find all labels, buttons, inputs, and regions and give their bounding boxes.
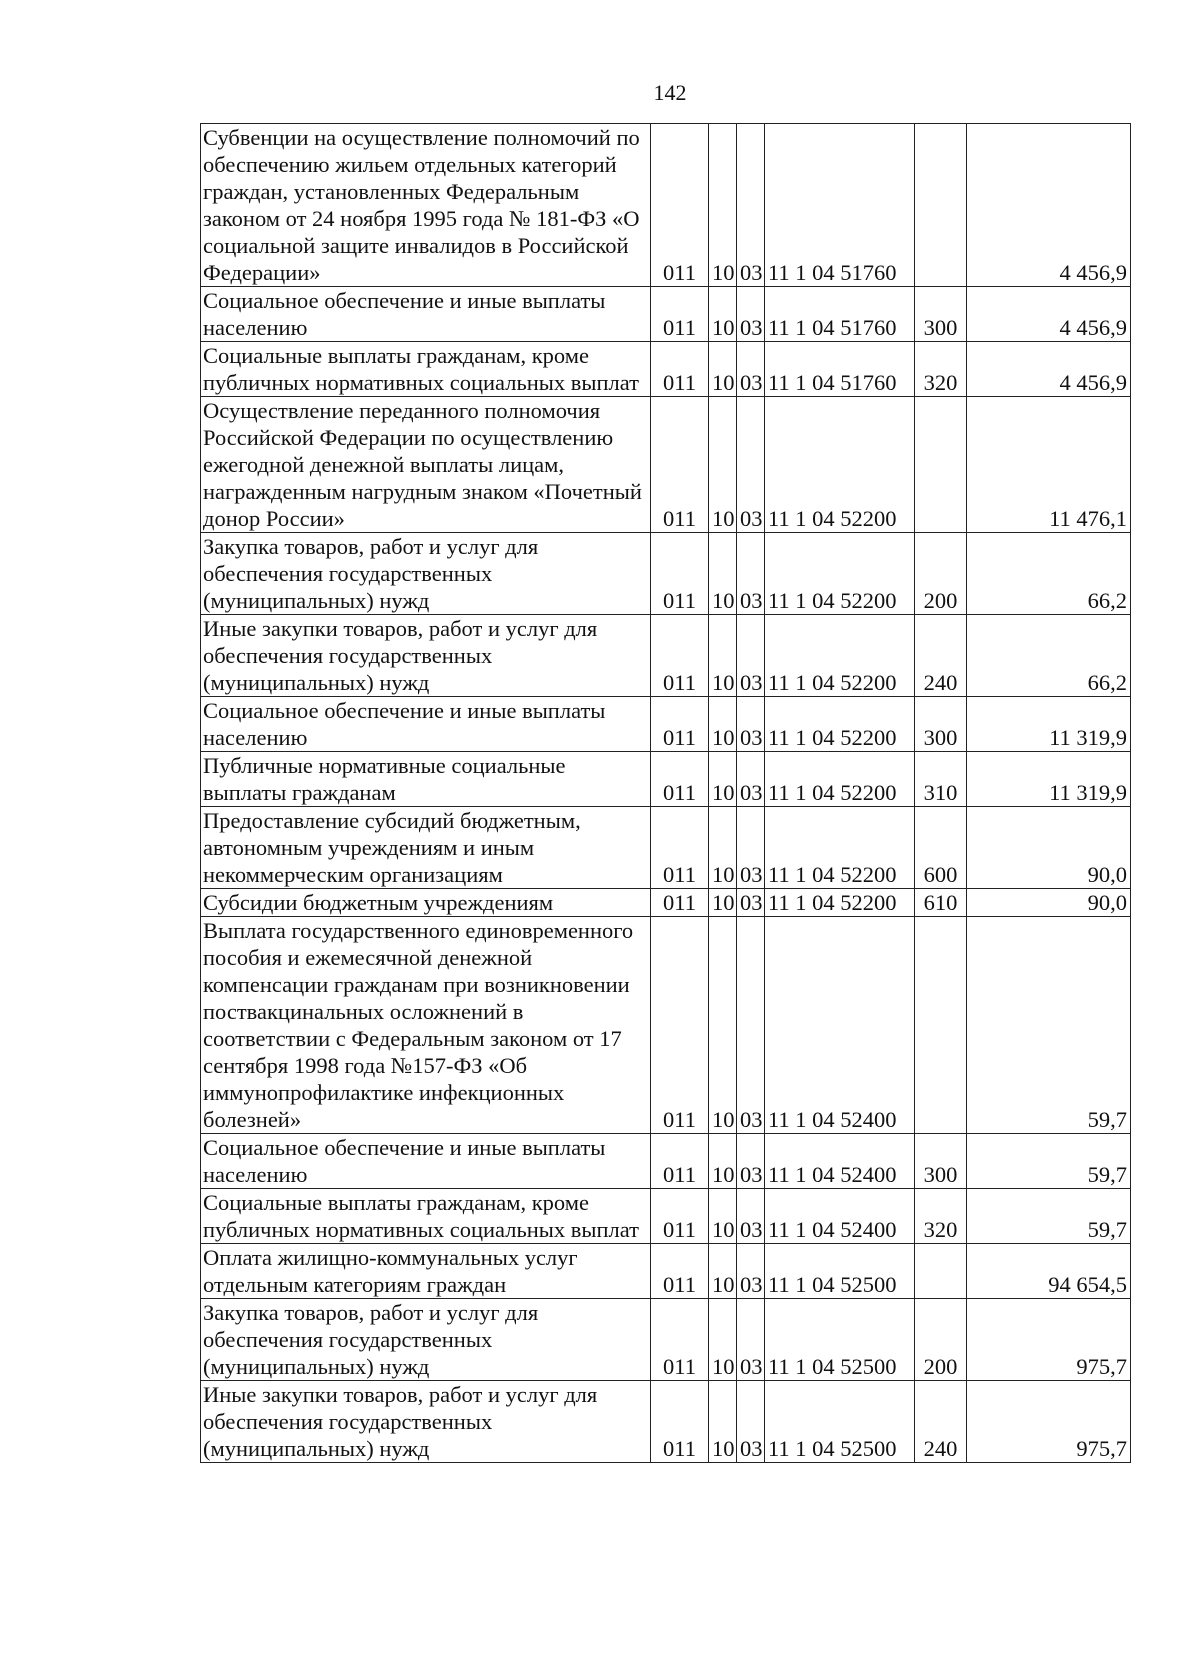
table-row — [201, 342, 1131, 397]
row-subsection-cell: 03 — [737, 1189, 765, 1244]
row-ved-cell: 011 — [651, 615, 709, 697]
row-section-cell: 10 — [709, 1299, 737, 1381]
row-subsection-cell: 03 — [737, 1299, 765, 1381]
row-name-cell: Субвенции на осуществление полномочий по обеспечению жильем отдельных категорий граждан, установленных Федеральным законом от 24 ноября 1995 года № 181-ФЗ «О социальной защите инвалидов в Российской Федерации» — [201, 124, 651, 287]
row-section-cell: 10 — [709, 124, 737, 287]
row-ved-cell: 011 — [651, 889, 709, 917]
row-target-code-cell: 11 1 04 51760 — [765, 287, 915, 342]
row-subsection-cell: 03 — [737, 533, 765, 615]
row-amount-cell: 66,2 — [967, 615, 1131, 697]
row-section-cell: 10 — [709, 1189, 737, 1244]
row-ved-cell: 011 — [651, 1189, 709, 1244]
table-row — [201, 1244, 1131, 1299]
table-row — [201, 752, 1131, 807]
row-expense-type-cell: 240 — [915, 615, 967, 697]
row-ved-cell: 011 — [651, 1244, 709, 1299]
row-section-cell: 10 — [709, 287, 737, 342]
row-target-code-cell: 11 1 04 52200 — [765, 889, 915, 917]
row-expense-type-cell: 200 — [915, 1299, 967, 1381]
row-name-cell: Закупка товаров, работ и услуг для обеспечения государственных (муниципальных) нужд — [201, 533, 651, 615]
row-target-code-cell: 11 1 04 52400 — [765, 1134, 915, 1189]
row-subsection-cell: 03 — [737, 1134, 765, 1189]
row-target-code-cell: 11 1 04 51760 — [765, 124, 915, 287]
row-section-cell: 10 — [709, 1134, 737, 1189]
row-section-cell: 10 — [709, 889, 737, 917]
row-subsection-cell: 03 — [737, 615, 765, 697]
row-subsection-cell: 03 — [737, 342, 765, 397]
row-name-cell: Социальное обеспечение и иные выплаты населению — [201, 287, 651, 342]
row-name-cell: Иные закупки товаров, работ и услуг для обеспечения государственных (муниципальных) нужд — [201, 1381, 651, 1463]
row-target-code-cell: 11 1 04 52500 — [765, 1381, 915, 1463]
row-ved-cell: 011 — [651, 752, 709, 807]
row-expense-type-cell: 240 — [915, 1381, 967, 1463]
row-ved-cell: 011 — [651, 342, 709, 397]
row-target-code-cell: 11 1 04 52500 — [765, 1244, 915, 1299]
row-subsection-cell: 03 — [737, 889, 765, 917]
row-subsection-cell: 03 — [737, 807, 765, 889]
row-ved-cell: 011 — [651, 807, 709, 889]
row-ved-cell: 011 — [651, 397, 709, 533]
row-section-cell: 10 — [709, 917, 737, 1134]
row-name-cell: Публичные нормативные социальные выплаты гражданам — [201, 752, 651, 807]
row-name-cell: Закупка товаров, работ и услуг для обеспечения государственных (муниципальных) нужд — [201, 1299, 651, 1381]
row-section-cell: 10 — [709, 397, 737, 533]
row-amount-cell: 11 476,1 — [967, 397, 1131, 533]
row-amount-cell: 11 319,9 — [967, 752, 1131, 807]
table-row — [201, 807, 1131, 889]
row-target-code-cell: 11 1 04 52200 — [765, 533, 915, 615]
table-row — [201, 1299, 1131, 1381]
row-amount-cell: 59,7 — [967, 917, 1131, 1134]
row-target-code-cell: 11 1 04 52400 — [765, 1189, 915, 1244]
row-amount-cell: 11 319,9 — [967, 697, 1131, 752]
table-row — [201, 615, 1131, 697]
row-amount-cell: 975,7 — [967, 1381, 1131, 1463]
row-section-cell: 10 — [709, 615, 737, 697]
row-expense-type-cell: 600 — [915, 807, 967, 889]
row-name-cell: Социальное обеспечение и иные выплаты населению — [201, 1134, 651, 1189]
row-subsection-cell: 03 — [737, 697, 765, 752]
row-target-code-cell: 11 1 04 52200 — [765, 807, 915, 889]
row-ved-cell: 011 — [651, 917, 709, 1134]
row-amount-cell: 59,7 — [967, 1189, 1131, 1244]
row-ved-cell: 011 — [651, 287, 709, 342]
row-name-cell: Выплата государственного единовременного пособия и ежемесячной денежной компенсации гражданам при возникновении поствакцинальных осложнений в соответствии с Федеральным законом от 17 сентября 1998 года №157-ФЗ «Об иммунопрофилактике инфекционных болезней» — [201, 917, 651, 1134]
row-amount-cell: 4 456,9 — [967, 342, 1131, 397]
row-amount-cell: 4 456,9 — [967, 124, 1131, 287]
row-amount-cell: 66,2 — [967, 533, 1131, 615]
row-section-cell: 10 — [709, 1244, 737, 1299]
row-ved-cell: 011 — [651, 124, 709, 287]
row-subsection-cell: 03 — [737, 1244, 765, 1299]
row-name-cell: Социальное обеспечение и иные выплаты населению — [201, 697, 651, 752]
row-name-cell: Осуществление переданного полномочия Российской Федерации по осуществлению ежегодной денежной выплаты лицам, награжденным нагрудным знаком «Почетный донор России» — [201, 397, 651, 533]
row-target-code-cell: 11 1 04 52200 — [765, 697, 915, 752]
row-target-code-cell: 11 1 04 52200 — [765, 615, 915, 697]
row-subsection-cell: 03 — [737, 397, 765, 533]
row-expense-type-cell — [915, 124, 967, 287]
row-section-cell: 10 — [709, 533, 737, 615]
table-row — [201, 697, 1131, 752]
row-subsection-cell: 03 — [737, 124, 765, 287]
row-subsection-cell: 03 — [737, 1381, 765, 1463]
row-section-cell: 10 — [709, 1381, 737, 1463]
row-subsection-cell: 03 — [737, 752, 765, 807]
row-expense-type-cell: 200 — [915, 533, 967, 615]
table-row — [201, 889, 1131, 917]
row-ved-cell: 011 — [651, 697, 709, 752]
row-name-cell: Субсидии бюджетным учреждениям — [201, 889, 651, 917]
row-name-cell: Социальные выплаты гражданам, кроме публичных нормативных социальных выплат — [201, 342, 651, 397]
row-target-code-cell: 11 1 04 52500 — [765, 1299, 915, 1381]
row-amount-cell: 94 654,5 — [967, 1244, 1131, 1299]
budget-table-body — [201, 124, 1131, 1463]
table-row — [201, 533, 1131, 615]
table-row — [201, 397, 1131, 533]
row-expense-type-cell — [915, 397, 967, 533]
table-row — [201, 1134, 1131, 1189]
row-name-cell: Иные закупки товаров, работ и услуг для обеспечения государственных (муниципальных) нужд — [201, 615, 651, 697]
row-target-code-cell: 11 1 04 52200 — [765, 752, 915, 807]
row-ved-cell: 011 — [651, 533, 709, 615]
row-target-code-cell: 11 1 04 52400 — [765, 917, 915, 1134]
row-expense-type-cell: 320 — [915, 342, 967, 397]
row-expense-type-cell: 610 — [915, 889, 967, 917]
row-expense-type-cell — [915, 917, 967, 1134]
row-subsection-cell: 03 — [737, 287, 765, 342]
row-amount-cell: 59,7 — [967, 1134, 1131, 1189]
table-row — [201, 287, 1131, 342]
row-section-cell: 10 — [709, 342, 737, 397]
row-expense-type-cell: 300 — [915, 697, 967, 752]
row-ved-cell: 011 — [651, 1381, 709, 1463]
row-expense-type-cell — [915, 1244, 967, 1299]
row-expense-type-cell: 300 — [915, 287, 967, 342]
row-target-code-cell: 11 1 04 51760 — [765, 342, 915, 397]
row-section-cell: 10 — [709, 752, 737, 807]
row-amount-cell: 975,7 — [967, 1299, 1131, 1381]
budget-table — [200, 123, 1131, 1463]
table-row — [201, 1189, 1131, 1244]
page-number: 142 — [653, 80, 687, 105]
row-name-cell: Оплата жилищно-коммунальных услуг отдельным категориям граждан — [201, 1244, 651, 1299]
table-row — [201, 1381, 1131, 1463]
row-amount-cell: 90,0 — [967, 807, 1131, 889]
row-expense-type-cell: 320 — [915, 1189, 967, 1244]
table-row — [201, 917, 1131, 1134]
row-section-cell: 10 — [709, 807, 737, 889]
row-ved-cell: 011 — [651, 1134, 709, 1189]
row-name-cell: Предоставление субсидий бюджетным, автономным учреждениям и иным некоммерческим организациям — [201, 807, 651, 889]
table-row — [201, 124, 1131, 287]
row-amount-cell: 90,0 — [967, 889, 1131, 917]
row-name-cell: Социальные выплаты гражданам, кроме публичных нормативных социальных выплат — [201, 1189, 651, 1244]
row-expense-type-cell: 310 — [915, 752, 967, 807]
row-expense-type-cell: 300 — [915, 1134, 967, 1189]
row-ved-cell: 011 — [651, 1299, 709, 1381]
row-section-cell: 10 — [709, 697, 737, 752]
row-subsection-cell: 03 — [737, 917, 765, 1134]
row-amount-cell: 4 456,9 — [967, 287, 1131, 342]
row-target-code-cell: 11 1 04 52200 — [765, 397, 915, 533]
